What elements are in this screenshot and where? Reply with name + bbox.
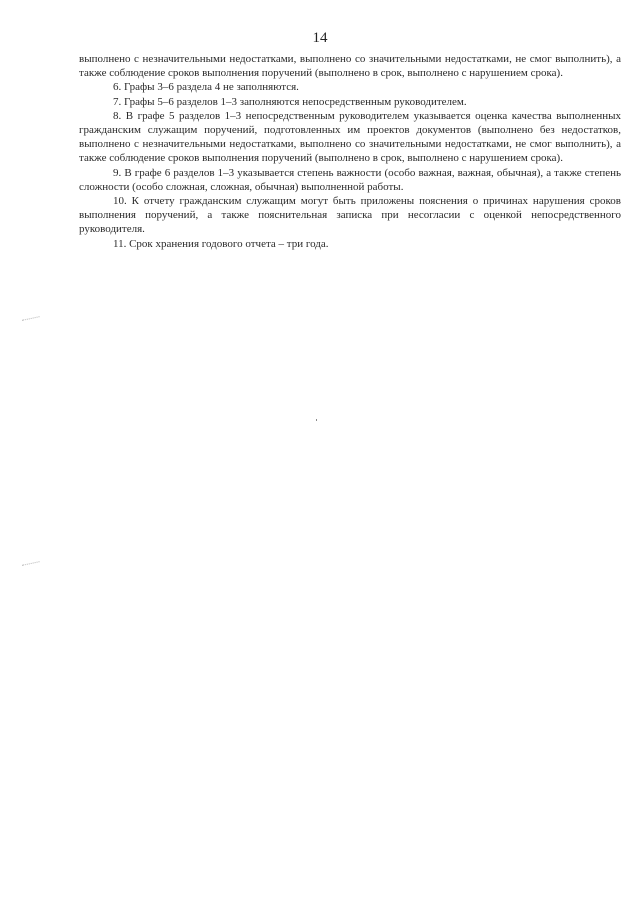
scan-artifact-dot: [316, 419, 317, 421]
paragraph-item-6: 6. Графы 3–6 раздела 4 не заполняются.: [113, 81, 299, 94]
scan-artifact-mark: [22, 561, 40, 569]
paragraph-item-9: 9. В графе 6 разделов 1–3 указывается степень важности (особо важная, важная, обычная), а также степень сложности (особо сложная, сложная, обычная) выполненной работы.: [79, 166, 621, 193]
scan-artifact-mark: [22, 316, 40, 324]
page-number: 14: [312, 30, 328, 46]
paragraph-item-7: 7. Графы 5–6 разделов 1–3 заполняются непосредственным руководителем.: [113, 95, 467, 108]
paragraph-continuation: выполнено с незначительными недостатками, выполнено со значительными недостатками, не смог выполнить), а также соблюдение сроков выполнения поручений (выполнено в срок, выполнено с нарушением срока).: [79, 53, 621, 80]
document-body: [79, 52, 621, 251]
paragraph-item-10: 10. К отчету гражданским служащим могут быть приложены пояснения о причинах нарушения сроков выполнения поручений, а также пояснительная записка при несогласии с оценкой непосредственного руководителя.: [79, 195, 621, 236]
paragraph-item-8: 8. В графе 5 разделов 1–3 непосредственным руководителем указывается оценка качества выполненных гражданским служащим поручений, подготовленных им проектов документов (выполнено без недостатков, выполнено с незначительными недостатками, выполнено со значительными недостатками, не смог выполнить), а также соблюдение сроков выполнения поручений (выполнено в срок, выполнено с нарушением срока).: [79, 109, 621, 165]
paragraph-item-11: 11. Срок хранения годового отчета – три года.: [113, 237, 329, 250]
